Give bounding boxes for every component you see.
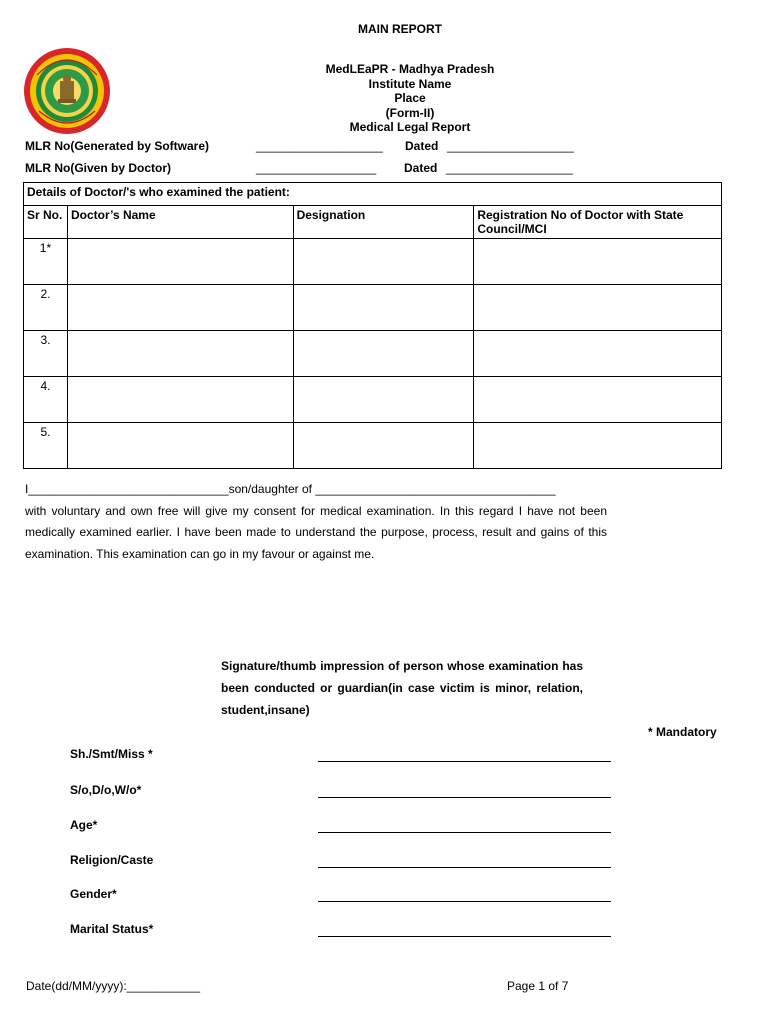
mandatory-note: * Mandatory: [648, 725, 717, 739]
table-row: [24, 331, 722, 377]
table-row: [24, 285, 722, 331]
registration-cell[interactable]: [474, 285, 722, 331]
page-title: MAIN REPORT: [358, 22, 442, 36]
field-label-marital-status: Marital Status*: [70, 922, 154, 936]
field-label-relation: S/o,D/o,W/o*: [70, 783, 142, 797]
field-input-gender[interactable]: [318, 900, 611, 902]
field-label-age: Age*: [70, 818, 98, 832]
field-input-religion[interactable]: [318, 866, 611, 868]
column-header-registration: Registration No of Doctor with State Council/MCI: [474, 206, 722, 239]
doctor-name-cell[interactable]: [67, 239, 293, 285]
doctor-name-cell[interactable]: [67, 285, 293, 331]
field-input-name[interactable]: [318, 760, 611, 762]
consent-son-daughter-of: son/daughter of: [228, 482, 312, 496]
designation-cell[interactable]: [293, 285, 474, 331]
header-block: [250, 62, 570, 135]
mp-government-emblem-icon: [23, 45, 111, 137]
row-sr-no: 4.: [24, 377, 68, 423]
doctor-name-cell[interactable]: [67, 331, 293, 377]
row-sr-no: 5.: [24, 423, 68, 469]
table-row: [24, 423, 722, 469]
table-row: [24, 239, 722, 285]
page-number: Page 1 of 7: [507, 979, 569, 993]
header-line-institute: Institute Name: [368, 76, 452, 91]
designation-cell[interactable]: [293, 239, 474, 285]
mlr-doctor-dated-blank[interactable]: ___________________: [446, 161, 573, 175]
field-label-religion: Religion/Caste: [70, 853, 154, 867]
column-header-sr-no: Sr No.: [24, 206, 68, 239]
header-line-form: (Form-II): [385, 105, 435, 120]
column-header-doctor-name: Doctor’s Name: [67, 206, 293, 239]
doctor-name-cell[interactable]: [67, 377, 293, 423]
table-row: [24, 377, 722, 423]
doctors-table-caption: Details of Doctor/'s who examined the patient:: [24, 183, 722, 206]
header-line-place: Place: [394, 91, 426, 105]
registration-cell[interactable]: [474, 331, 722, 377]
doctors-table: [23, 182, 722, 469]
designation-cell[interactable]: [293, 377, 474, 423]
designation-cell[interactable]: [293, 331, 474, 377]
consent-first-line: [25, 479, 607, 501]
signature-note: Signature/thumb impression of person whose examination has been conducted or guardian(in case victim is minor, relation, student,insane): [221, 659, 583, 717]
mlr-software-label: MLR No(Generated by Software): [25, 139, 210, 153]
field-label-gender: Gender*: [70, 887, 117, 901]
row-sr-no: 3.: [24, 331, 68, 377]
mlr-doctor-label: MLR No(Given by Doctor): [25, 161, 171, 175]
consent-parent-blank[interactable]: ____________________________________: [315, 482, 556, 496]
consent-name-blank[interactable]: ______________________________: [28, 482, 229, 496]
consent-i: I: [25, 482, 29, 496]
row-sr-no: 1*: [24, 239, 68, 285]
designation-cell[interactable]: [293, 423, 474, 469]
field-input-age[interactable]: [318, 831, 611, 833]
row-sr-no: 2.: [24, 285, 68, 331]
column-header-designation: Designation: [293, 206, 474, 239]
mlr-software-dated-blank[interactable]: ___________________: [447, 139, 574, 153]
registration-cell[interactable]: [474, 377, 722, 423]
mlr-software-blank[interactable]: ___________________: [256, 139, 383, 153]
registration-cell[interactable]: [474, 423, 722, 469]
footer-date: Date(dd/MM/yyyy):___________: [26, 979, 201, 993]
field-input-relation[interactable]: [318, 796, 611, 798]
doctor-name-cell[interactable]: [67, 423, 293, 469]
consent-paragraph: [25, 479, 607, 565]
field-label-name: Sh./Smt/Miss *: [70, 747, 153, 761]
mlr-doctor-blank[interactable]: __________________: [256, 161, 377, 175]
header-line-system: MedLEaPR - Madhya Pradesh: [325, 62, 495, 76]
mlr-software-dated-label: Dated: [405, 139, 439, 153]
mlr-doctor-dated-label: Dated: [404, 161, 438, 175]
field-input-marital-status[interactable]: [318, 935, 611, 937]
header-line-report: Medical Legal Report: [349, 120, 471, 134]
consent-text: with voluntary and own free will give my consent for medical examination. In this regard I have not been medically examined earlier. I have been made to understand the purpose, process, result and gains of this examination. This examination can go in my favour or against me.: [25, 503, 607, 561]
registration-cell[interactable]: [474, 239, 722, 285]
